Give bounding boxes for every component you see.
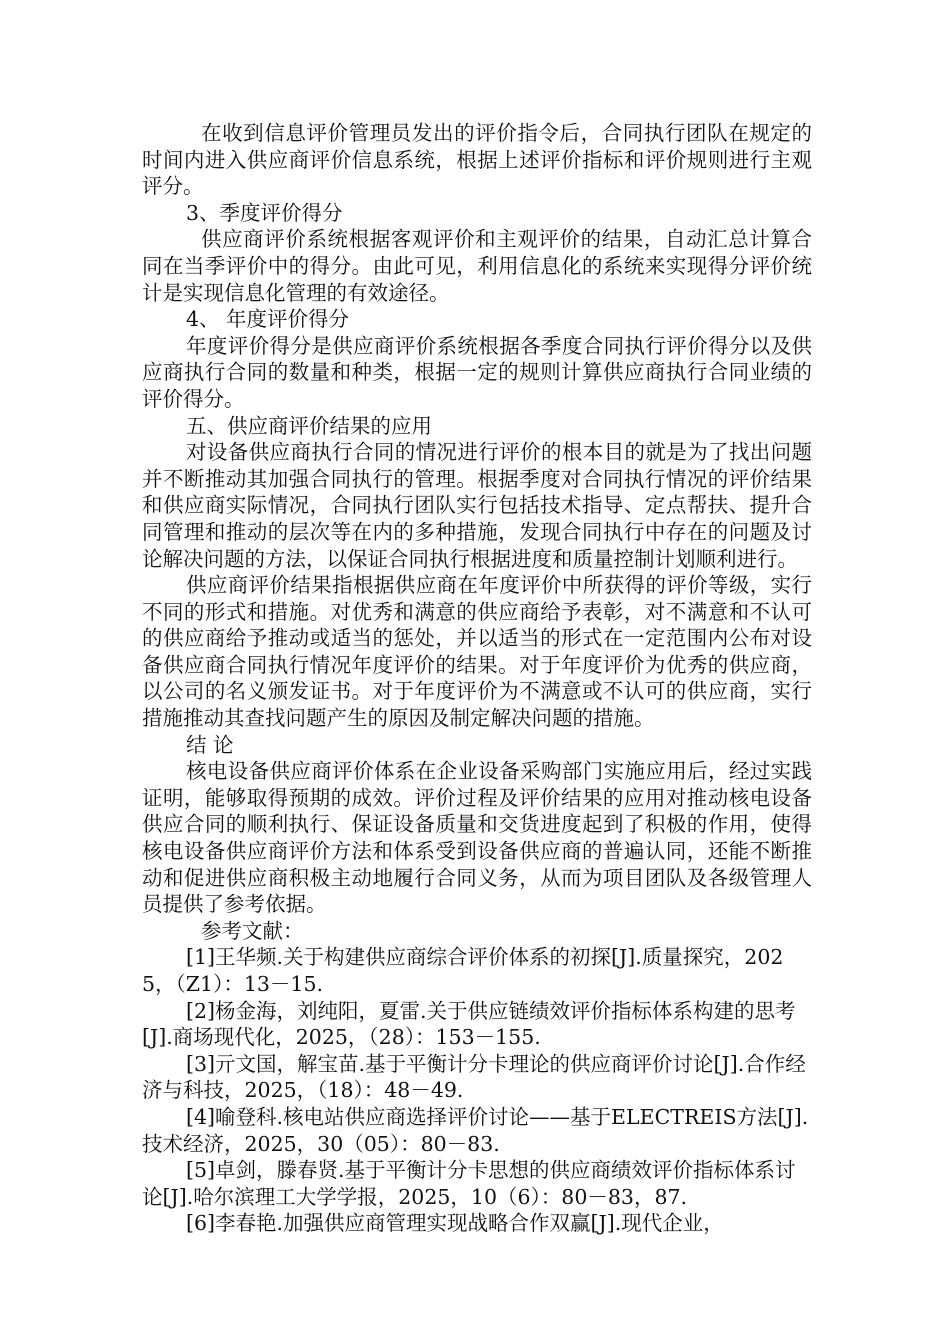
paragraph-annual-score: 年度评价得分是供应商评价系统根据各季度合同执行评价得分以及供应商执行合同的数量和种类，根据一定的规则计算供应商执行合同业绩的评价得分。 [142,333,812,411]
paragraph-evaluation-result: 供应商评价结果指根据供应商在年度评价中所获得的评价等级，实行不同的形式和措施。对优秀和满意的供应商给予表彰，对不满意和不认可的供应商给予推动或适当的惩处，并以适当的形式在一定范围内公布对设备供应商合同执行情况年度评价的结果。对于年度评价为优秀的供应商，以公司的名义颁发证书。对于年度评价为不满意或不认可的供应商，实行措施推动其查找问题产生的原因及制定解决问题的措施。 [142,573,812,731]
conclusion-heading: 结 论 [186,732,234,757]
paragraph-quarterly-score: 供应商评价系统根据客观评价和主观评价的结果，自动汇总计算合同在当季评价中的得分。由此可见，利用信息化的系统来实现得分评价统计是实现信息化管理的有效途径。 [142,227,812,305]
section-heading-quarterly: 3、季度评价得分 [186,200,343,225]
reference-item: [3]亓文国，解宝苗.基于平衡计分卡理论的供应商评价讨论[J].合作经济与科技，2025，（18）：48－49. [142,1051,806,1103]
section-heading-annual: 4、 年度评价得分 [186,307,350,332]
paragraph-subjective-scoring: 在收到信息评价管理员发出的评价指令后，合同执行团队在规定的时间内进入供应商评价信息系统，根据上述评价指标和评价规则进行主观评分。 [142,121,812,199]
paragraph-conclusion: 核电设备供应商评价体系在企业设备采购部门实施应用后，经过实践证明，能够取得预期的成效。评价过程及评价结果的应用对推动核电设备供应合同的顺利执行、保证设备质量和交货进度起到了积极的作用，使得核电设备供应商评价方法和体系受到设备供应商的普遍认同，还能不断推动和促进供应商积极主动地履行合同义务，从而为项目团队及各级管理人员提供了参考依据。 [142,759,812,917]
references-heading: 参考文献： [201,918,304,943]
reference-item: [5]卓剑，滕春贤.基于平衡计分卡思想的供应商绩效评价指标体系讨论[J].哈尔滨理工大学学报，2025，10（6）：80－83，87. [142,1158,796,1209]
document-body [142,120,812,1237]
reference-item: [4]喻登科.核电站供应商选择评价讨论——基于ELECTREIS方法[J].技术经济，2025，30（05）：80－83. [142,1104,809,1156]
reference-item: [2]杨金海，刘纯阳，夏雷.关于供应链绩效评价指标体系构建的思考[J].商场现代化，2025，（28）：153－155. [142,998,796,1050]
reference-item: [6]李春艳.加强供应商管理实现战略合作双赢[J].现代企业， [186,1211,724,1236]
section-heading-application: 五、供应商评价结果的应用 [186,413,432,438]
paragraph-evaluation-purpose: 对设备供应商执行合同的情况进行评价的根本目的就是为了找出问题并不断推动其加强合同执行的管理。根据季度对合同执行情况的评价结果和供应商实际情况，合同执行团队实行包括技术指导、定点帮扶、提升合同管理和推动的层次等在内的多种措施，发现合同执行中存在的问题及讨论解决问题的方法，以保证合同执行根据进度和质量控制计划顺利进行。 [142,440,812,571]
reference-item: [1]王华频.关于构建供应商综合评价体系的初探[J].质量探究，2025，（Z1）：13－15. [142,945,784,996]
